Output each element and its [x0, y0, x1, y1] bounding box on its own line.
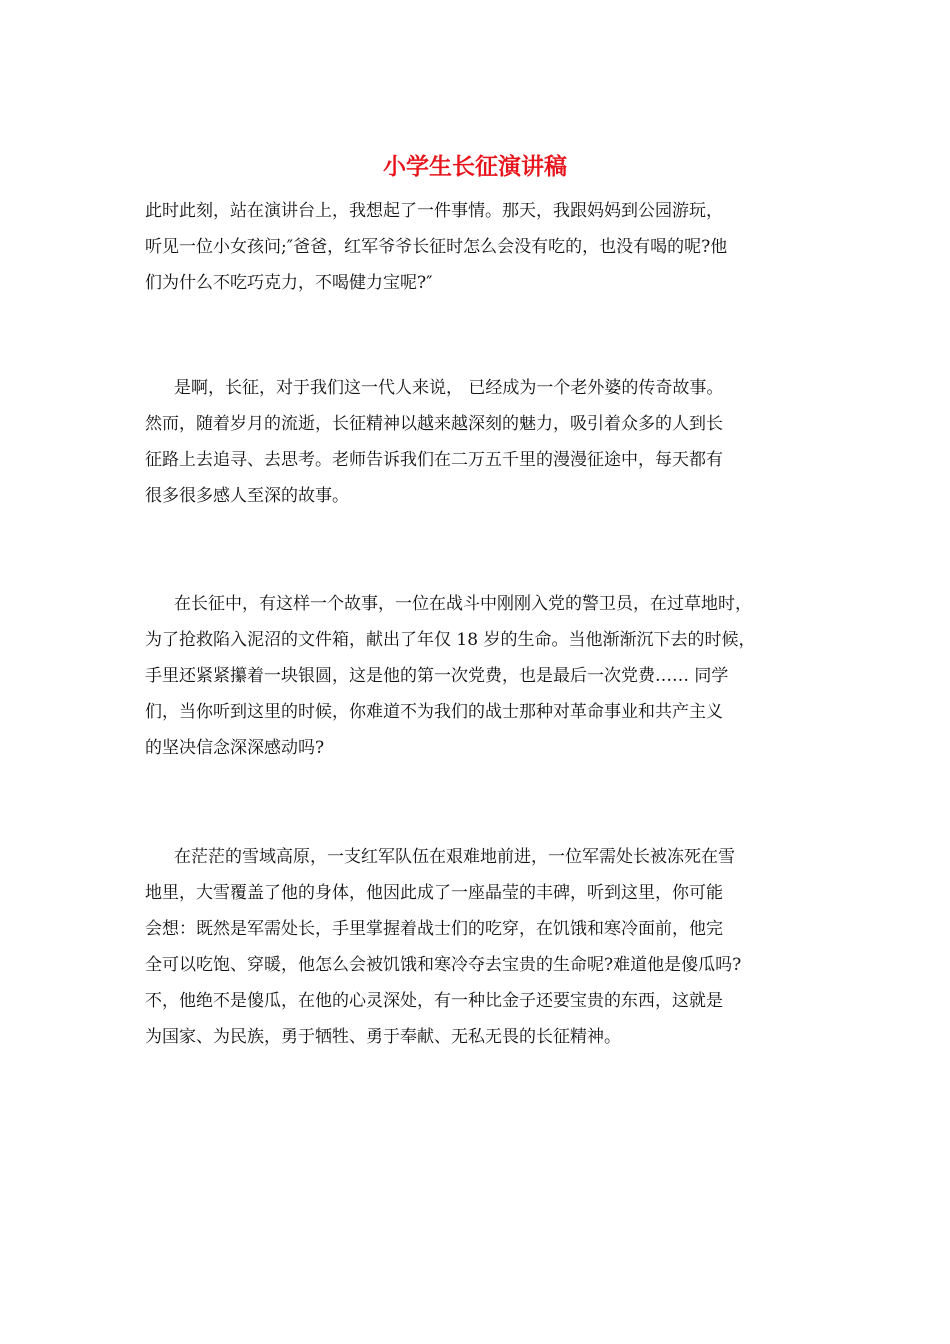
document-title: 小学生长征演讲稿 — [383, 153, 567, 180]
paragraph-3-line-5: 的坚决信念深深感动吗? — [145, 738, 325, 758]
paragraph-4-line-2: 地里，大雪覆盖了他的身体，他因此成了一座晶莹的丰碑，听到这里，你可能 — [145, 883, 723, 903]
paragraph-4-line-5: 不，他绝不是傻瓜，在他的心灵深处，有一种比金子还要宝贵的东西，这就是 — [145, 991, 723, 1011]
paragraph-4-line-6: 为国家、为民族，勇于牺牲、勇于奉献、无私无畏的长征精神。 — [145, 1027, 621, 1047]
paragraph-2-line-4: 很多很多感人至深的故事。 — [145, 486, 349, 506]
paragraph-1-line-1: 此时此刻，站在演讲台上，我想起了一件事情。那天，我跟妈妈到公园游玩， — [145, 201, 723, 221]
paragraph-4-line-1: 在茫茫的雪域高原，一支红军队伍在艰难地前进，一位军需处长被冻死在雪 — [174, 847, 735, 867]
paragraph-3-line-3: 手里还紧紧攥着一块银圆，这是他的第一次党费，也是最后一次党费…… 同学 — [145, 666, 729, 686]
paragraph-4-line-3: 会想：既然是军需处长，手里掌握着战士们的吃穿，在饥饿和寒冷面前，他完 — [145, 919, 723, 939]
paragraph-4-line-4: 全可以吃饱、穿暖，他怎么会被饥饿和寒冷夺去宝贵的生命呢?难道他是傻瓜吗? — [145, 955, 742, 975]
paragraph-2-line-3: 征路上去追寻、去思考。老师告诉我们在二万五千里的漫漫征途中，每天都有 — [145, 450, 723, 470]
paragraph-1-line-3: 们为什么不吃巧克力，不喝健力宝呢?″ — [145, 273, 433, 293]
paragraph-3-line-1: 在长征中，有这样一个故事，一位在战斗中刚刚入党的警卫员，在过草地时， — [174, 594, 752, 614]
paragraph-1-line-2: 听见一位小女孩问;″爸爸，红军爷爷长征时怎么会没有吃的，也没有喝的呢?他 — [145, 237, 728, 257]
paragraph-3-line-2: 为了抢救陷入泥沼的文件箱，献出了年仅 18 岁的生命。当他渐渐沉下去的时候， — [145, 630, 756, 650]
paragraph-3-line-4: 们，当你听到这里的时候，你难道不为我们的战士那种对革命事业和共产主义 — [145, 702, 723, 722]
paragraph-2-line-2: 然而，随着岁月的流逝，长征精神以越来越深刻的魅力，吸引着众多的人到长 — [145, 414, 723, 434]
paragraph-2-line-1: 是啊，长征，对于我们这一代人来说， 已经成为一个老外婆的传奇故事。 — [174, 378, 724, 398]
